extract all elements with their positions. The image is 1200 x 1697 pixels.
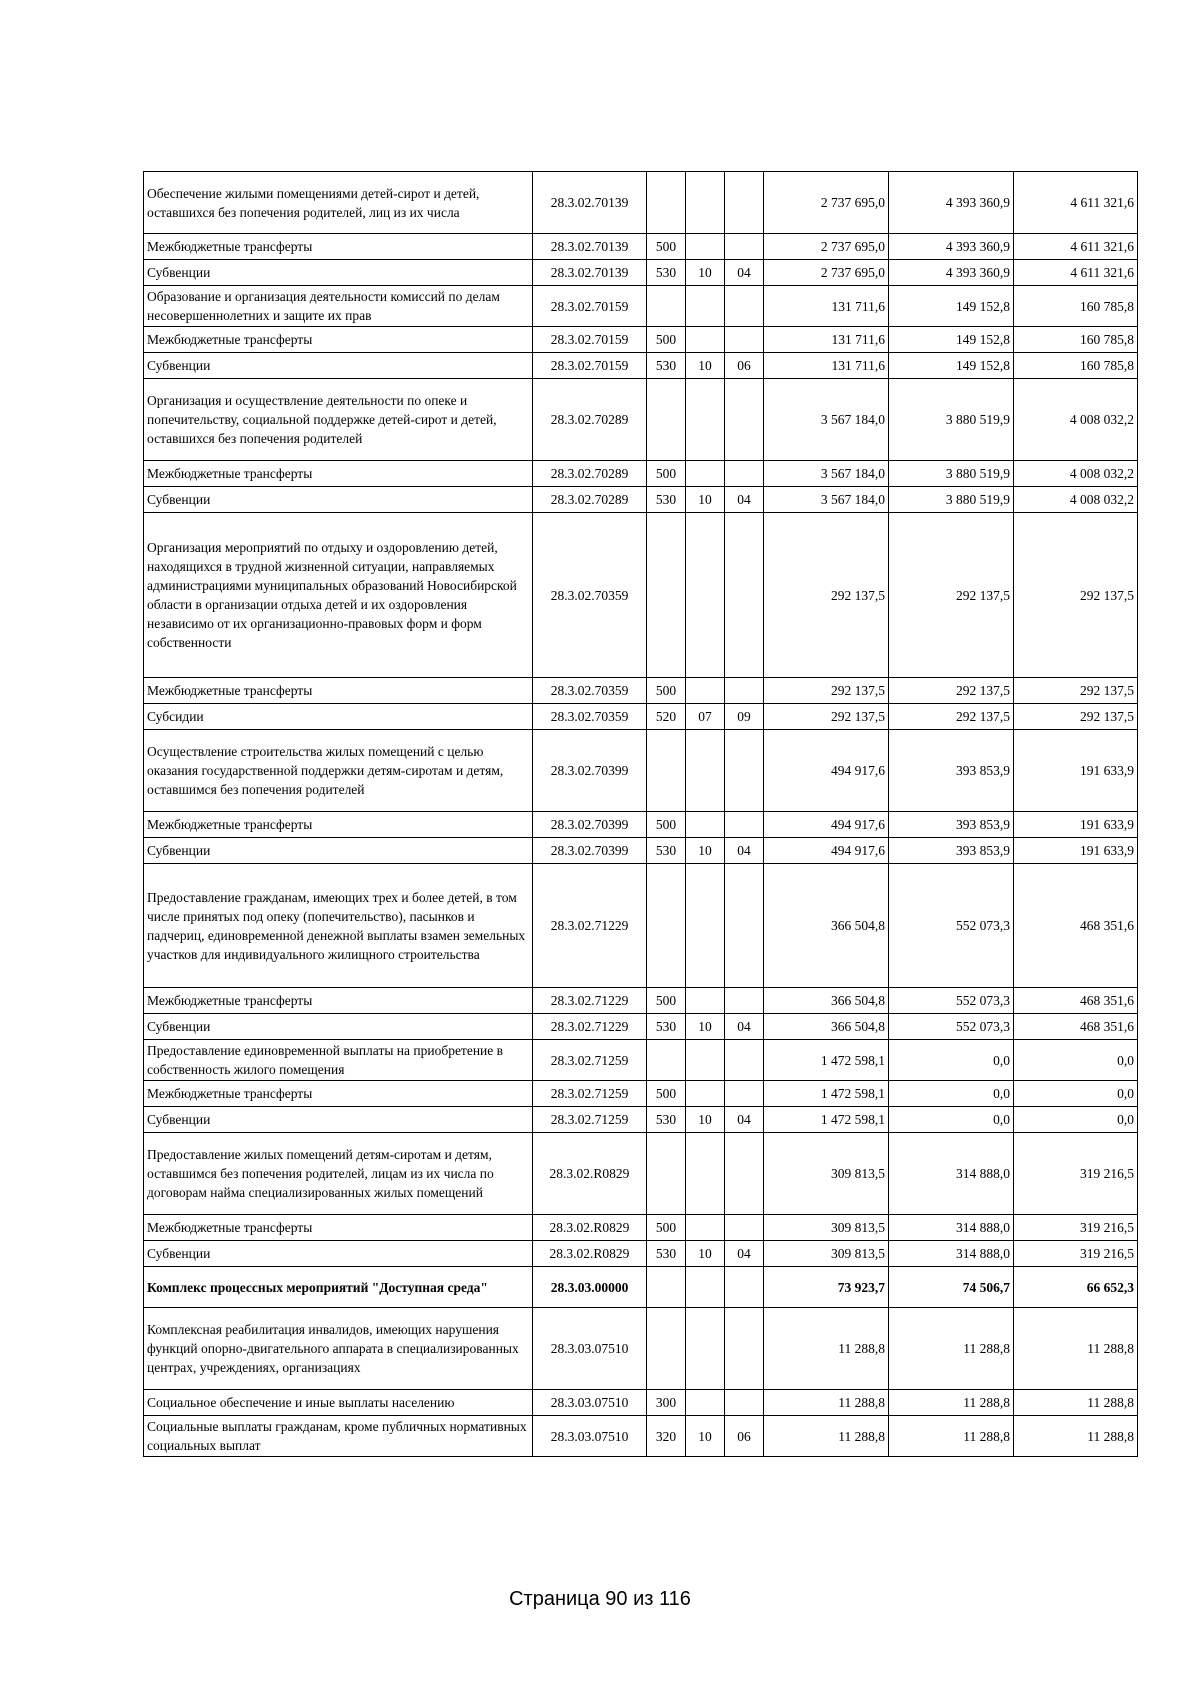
row-code: 28.3.03.07510 [533,1416,647,1457]
row-amount-2025: 4 393 360,9 [889,234,1014,260]
row-amount-2025: 11 288,8 [889,1308,1014,1390]
row-amount-2025: 292 137,5 [889,678,1014,704]
row-vr [647,172,686,234]
row-amount-2024: 494 917,6 [764,730,889,812]
row-code: 28.3.03.07510 [533,1308,647,1390]
row-rz [686,234,725,260]
row-rz: 10 [686,1416,725,1457]
table-row [144,513,1138,678]
row-vr: 500 [647,327,686,353]
row-amount-2024: 11 288,8 [764,1308,889,1390]
row-amount-2025: 0,0 [889,1040,1014,1081]
row-pr [725,1133,764,1215]
row-vr [647,1133,686,1215]
row-name: Межбюджетные трансферты [144,1215,533,1241]
row-vr: 530 [647,1241,686,1267]
row-name: Субвенции [144,1241,533,1267]
row-amount-2024: 292 137,5 [764,704,889,730]
table-row [144,379,1138,461]
row-amount-2024: 131 711,6 [764,353,889,379]
row-vr: 530 [647,260,686,286]
row-code: 28.3.02.71229 [533,988,647,1014]
row-pr [725,513,764,678]
row-amount-2024: 11 288,8 [764,1416,889,1457]
row-vr: 500 [647,812,686,838]
table-row [144,988,1138,1014]
row-rz: 10 [686,487,725,513]
row-code: 28.3.02.70139 [533,260,647,286]
row-amount-2026: 160 785,8 [1014,353,1138,379]
row-pr [725,327,764,353]
row-rz [686,1267,725,1308]
row-amount-2025: 314 888,0 [889,1241,1014,1267]
row-amount-2024: 494 917,6 [764,812,889,838]
row-amount-2024: 292 137,5 [764,678,889,704]
row-amount-2026: 292 137,5 [1014,704,1138,730]
row-name: Комплексная реабилитация инвалидов, имеющих нарушения функций опорно-двигательного аппарата в специализированных центрах, учреждениях, организациях [144,1308,533,1390]
row-code: 28.3.02.70159 [533,327,647,353]
row-name: Предоставление жилых помещений детям-сиротам и детям, оставшимся без попечения родителей, лицам из их числа по договорам найма специализированных жилых помещений [144,1133,533,1215]
row-code: 28.3.02.70289 [533,487,647,513]
table-row [144,1267,1138,1308]
row-pr [725,286,764,327]
row-rz [686,1040,725,1081]
row-code: 28.3.02.70359 [533,704,647,730]
row-name: Организация мероприятий по отдыху и оздоровлению детей, находящихся в трудной жизненной ситуации, направляемых администрациями муниципальных образований Новосибирской области в организации отдыха детей и их оздоровления независимо от их организационно-правовых форм и форм собственности [144,513,533,678]
row-rz [686,286,725,327]
table-row [144,812,1138,838]
row-amount-2025: 552 073,3 [889,864,1014,988]
row-rz [686,988,725,1014]
row-amount-2025: 0,0 [889,1081,1014,1107]
row-amount-2026: 0,0 [1014,1081,1138,1107]
row-rz [686,678,725,704]
row-amount-2025: 149 152,8 [889,286,1014,327]
row-vr: 530 [647,353,686,379]
row-vr: 520 [647,704,686,730]
row-amount-2024: 131 711,6 [764,286,889,327]
row-amount-2024: 2 737 695,0 [764,172,889,234]
row-pr [725,864,764,988]
row-amount-2025: 314 888,0 [889,1133,1014,1215]
row-amount-2024: 3 567 184,0 [764,461,889,487]
table-row [144,1107,1138,1133]
table-row [144,1390,1138,1416]
row-name: Социальные выплаты гражданам, кроме публичных нормативных социальных выплат [144,1416,533,1457]
table-row [144,286,1138,327]
table-row [144,461,1138,487]
row-amount-2024: 3 567 184,0 [764,379,889,461]
page-number: Страница 90 из 116 [509,1588,691,1610]
row-rz: 10 [686,1241,725,1267]
row-name: Субвенции [144,1107,533,1133]
row-amount-2025: 3 880 519,9 [889,461,1014,487]
row-vr: 500 [647,234,686,260]
row-name: Субвенции [144,1014,533,1040]
row-amount-2026: 4 008 032,2 [1014,379,1138,461]
row-name: Социальное обеспечение и иные выплаты населению [144,1390,533,1416]
table-row [144,678,1138,704]
row-vr [647,1040,686,1081]
row-rz [686,513,725,678]
row-amount-2026: 11 288,8 [1014,1390,1138,1416]
table-row [144,1416,1138,1457]
row-pr [725,988,764,1014]
row-name: Субсидии [144,704,533,730]
row-rz [686,864,725,988]
row-vr [647,864,686,988]
row-pr [725,1390,764,1416]
row-rz [686,730,725,812]
row-rz [686,1390,725,1416]
row-rz: 10 [686,1107,725,1133]
row-amount-2025: 11 288,8 [889,1390,1014,1416]
row-amount-2026: 319 216,5 [1014,1133,1138,1215]
row-amount-2025: 74 506,7 [889,1267,1014,1308]
row-amount-2025: 393 853,9 [889,812,1014,838]
row-name: Межбюджетные трансферты [144,988,533,1014]
row-rz [686,1215,725,1241]
table-row [144,172,1138,234]
row-rz: 10 [686,260,725,286]
row-name: Образование и организация деятельности комиссий по делам несовершеннолетних и защите их прав [144,286,533,327]
row-amount-2026: 4 008 032,2 [1014,487,1138,513]
table-row [144,704,1138,730]
row-rz [686,327,725,353]
row-name: Субвенции [144,353,533,379]
row-name: Межбюджетные трансферты [144,234,533,260]
row-rz [686,1308,725,1390]
row-amount-2025: 3 880 519,9 [889,379,1014,461]
row-amount-2025: 292 137,5 [889,704,1014,730]
row-amount-2024: 2 737 695,0 [764,234,889,260]
row-code: 28.3.02.R0829 [533,1241,647,1267]
row-code: 28.3.02.71229 [533,864,647,988]
row-pr [725,678,764,704]
row-code: 28.3.02.71259 [533,1040,647,1081]
row-name: Субвенции [144,838,533,864]
row-pr: 04 [725,1014,764,1040]
table-row [144,1040,1138,1081]
table-row [144,1014,1138,1040]
row-vr: 500 [647,988,686,1014]
row-pr [725,1308,764,1390]
table-row [144,864,1138,988]
row-amount-2026: 66 652,3 [1014,1267,1138,1308]
row-rz: 10 [686,353,725,379]
row-pr [725,1040,764,1081]
row-pr: 04 [725,260,764,286]
row-vr: 500 [647,1081,686,1107]
row-vr: 530 [647,487,686,513]
row-name: Субвенции [144,260,533,286]
row-code: 28.3.02.70159 [533,353,647,379]
row-pr: 04 [725,1241,764,1267]
row-vr [647,379,686,461]
row-amount-2026: 319 216,5 [1014,1241,1138,1267]
row-amount-2024: 11 288,8 [764,1390,889,1416]
row-name: Осуществление строительства жилых помещений с целью оказания государственной поддержки детям-сиротам и детям, оставшимся без попечения родителей [144,730,533,812]
row-name: Субвенции [144,487,533,513]
row-pr [725,234,764,260]
row-amount-2026: 11 288,8 [1014,1308,1138,1390]
row-vr: 530 [647,1014,686,1040]
row-amount-2024: 309 813,5 [764,1215,889,1241]
row-code: 28.3.02.70359 [533,678,647,704]
row-pr [725,1215,764,1241]
row-pr: 04 [725,487,764,513]
row-vr: 500 [647,1215,686,1241]
row-name: Межбюджетные трансферты [144,327,533,353]
row-amount-2025: 292 137,5 [889,513,1014,678]
row-pr: 06 [725,353,764,379]
table-row [144,234,1138,260]
row-pr [725,379,764,461]
row-pr [725,730,764,812]
row-amount-2024: 309 813,5 [764,1133,889,1215]
row-amount-2026: 468 351,6 [1014,988,1138,1014]
row-amount-2026: 11 288,8 [1014,1416,1138,1457]
table-row [144,353,1138,379]
row-vr: 320 [647,1416,686,1457]
row-amount-2024: 292 137,5 [764,513,889,678]
row-amount-2026: 191 633,9 [1014,838,1138,864]
row-amount-2025: 552 073,3 [889,1014,1014,1040]
row-vr [647,286,686,327]
row-vr [647,1267,686,1308]
row-code: 28.3.02.71229 [533,1014,647,1040]
row-pr: 04 [725,1107,764,1133]
row-rz: 07 [686,704,725,730]
row-amount-2025: 11 288,8 [889,1416,1014,1457]
row-rz [686,379,725,461]
row-amount-2026: 191 633,9 [1014,730,1138,812]
row-amount-2025: 4 393 360,9 [889,260,1014,286]
row-amount-2026: 160 785,8 [1014,327,1138,353]
table-row [144,487,1138,513]
row-amount-2025: 314 888,0 [889,1215,1014,1241]
table-row [144,1081,1138,1107]
row-amount-2026: 292 137,5 [1014,513,1138,678]
row-rz [686,812,725,838]
row-amount-2026: 319 216,5 [1014,1215,1138,1241]
row-amount-2025: 4 393 360,9 [889,172,1014,234]
row-amount-2025: 552 073,3 [889,988,1014,1014]
row-vr: 500 [647,461,686,487]
row-amount-2024: 366 504,8 [764,988,889,1014]
row-rz [686,1081,725,1107]
row-code: 28.3.02.70399 [533,838,647,864]
row-amount-2026: 4 611 321,6 [1014,260,1138,286]
table-row [144,327,1138,353]
row-amount-2026: 191 633,9 [1014,812,1138,838]
row-rz [686,461,725,487]
row-vr: 300 [647,1390,686,1416]
row-amount-2025: 149 152,8 [889,327,1014,353]
row-pr: 06 [725,1416,764,1457]
row-pr [725,172,764,234]
row-amount-2024: 1 472 598,1 [764,1081,889,1107]
table-row [144,1133,1138,1215]
row-amount-2024: 494 917,6 [764,838,889,864]
row-vr: 500 [647,678,686,704]
row-amount-2026: 4 611 321,6 [1014,172,1138,234]
row-amount-2024: 73 923,7 [764,1267,889,1308]
row-code: 28.3.02.70139 [533,172,647,234]
row-amount-2026: 0,0 [1014,1107,1138,1133]
row-amount-2024: 2 737 695,0 [764,260,889,286]
budget-table [143,171,1138,1457]
row-vr: 530 [647,838,686,864]
row-code: 28.3.02.70159 [533,286,647,327]
row-name: Организация и осуществление деятельности по опеке и попечительству, социальной поддержке детей-сирот и детей, оставшихся без попечения родителей [144,379,533,461]
row-rz: 10 [686,838,725,864]
row-pr [725,812,764,838]
row-pr [725,1081,764,1107]
row-amount-2024: 1 472 598,1 [764,1107,889,1133]
row-pr: 09 [725,704,764,730]
row-amount-2026: 4 008 032,2 [1014,461,1138,487]
row-vr: 530 [647,1107,686,1133]
row-amount-2025: 3 880 519,9 [889,487,1014,513]
row-amount-2024: 309 813,5 [764,1241,889,1267]
row-rz: 10 [686,1014,725,1040]
row-code: 28.3.02.R0829 [533,1215,647,1241]
row-code: 28.3.02.70359 [533,513,647,678]
row-amount-2026: 0,0 [1014,1040,1138,1081]
row-pr [725,1267,764,1308]
row-pr: 04 [725,838,764,864]
row-name: Межбюджетные трансферты [144,812,533,838]
row-amount-2024: 3 567 184,0 [764,487,889,513]
table-row [144,1241,1138,1267]
row-code: 28.3.03.00000 [533,1267,647,1308]
row-amount-2025: 149 152,8 [889,353,1014,379]
row-code: 28.3.03.07510 [533,1390,647,1416]
row-code: 28.3.02.70289 [533,461,647,487]
row-amount-2025: 0,0 [889,1107,1014,1133]
row-code: 28.3.02.70289 [533,379,647,461]
row-amount-2024: 366 504,8 [764,1014,889,1040]
row-amount-2026: 292 137,5 [1014,678,1138,704]
row-amount-2026: 468 351,6 [1014,1014,1138,1040]
row-amount-2025: 393 853,9 [889,838,1014,864]
table-row [144,730,1138,812]
row-amount-2026: 4 611 321,6 [1014,234,1138,260]
row-amount-2026: 160 785,8 [1014,286,1138,327]
table-row [144,1308,1138,1390]
row-code: 28.3.02.70399 [533,730,647,812]
row-amount-2024: 366 504,8 [764,864,889,988]
row-name: Межбюджетные трансферты [144,461,533,487]
row-vr [647,1308,686,1390]
row-amount-2026: 468 351,6 [1014,864,1138,988]
row-name: Межбюджетные трансферты [144,1081,533,1107]
row-code: 28.3.02.71259 [533,1107,647,1133]
row-rz [686,172,725,234]
row-code: 28.3.02.71259 [533,1081,647,1107]
row-name: Межбюджетные трансферты [144,678,533,704]
row-amount-2024: 1 472 598,1 [764,1040,889,1081]
row-rz [686,1133,725,1215]
row-amount-2024: 131 711,6 [764,327,889,353]
row-name: Предоставление единовременной выплаты на приобретение в собственность жилого помещения [144,1040,533,1081]
table-row [144,260,1138,286]
table-row [144,1215,1138,1241]
row-code: 28.3.02.R0829 [533,1133,647,1215]
row-pr [725,461,764,487]
row-amount-2025: 393 853,9 [889,730,1014,812]
row-name: Комплекс процессных мероприятий "Доступная среда" [144,1267,533,1308]
table-row [144,838,1138,864]
row-vr [647,513,686,678]
row-name: Предоставление гражданам, имеющих трех и более детей, в том числе принятых под опеку (попечительство), пасынков и падчериц, единовременной денежной выплаты взамен земельных участков для индивидуального жилищного строительства [144,864,533,988]
row-code: 28.3.02.70139 [533,234,647,260]
row-code: 28.3.02.70399 [533,812,647,838]
row-name: Обеспечение жилыми помещениями детей-сирот и детей, оставшихся без попечения родителей, лиц из их числа [144,172,533,234]
row-vr [647,730,686,812]
